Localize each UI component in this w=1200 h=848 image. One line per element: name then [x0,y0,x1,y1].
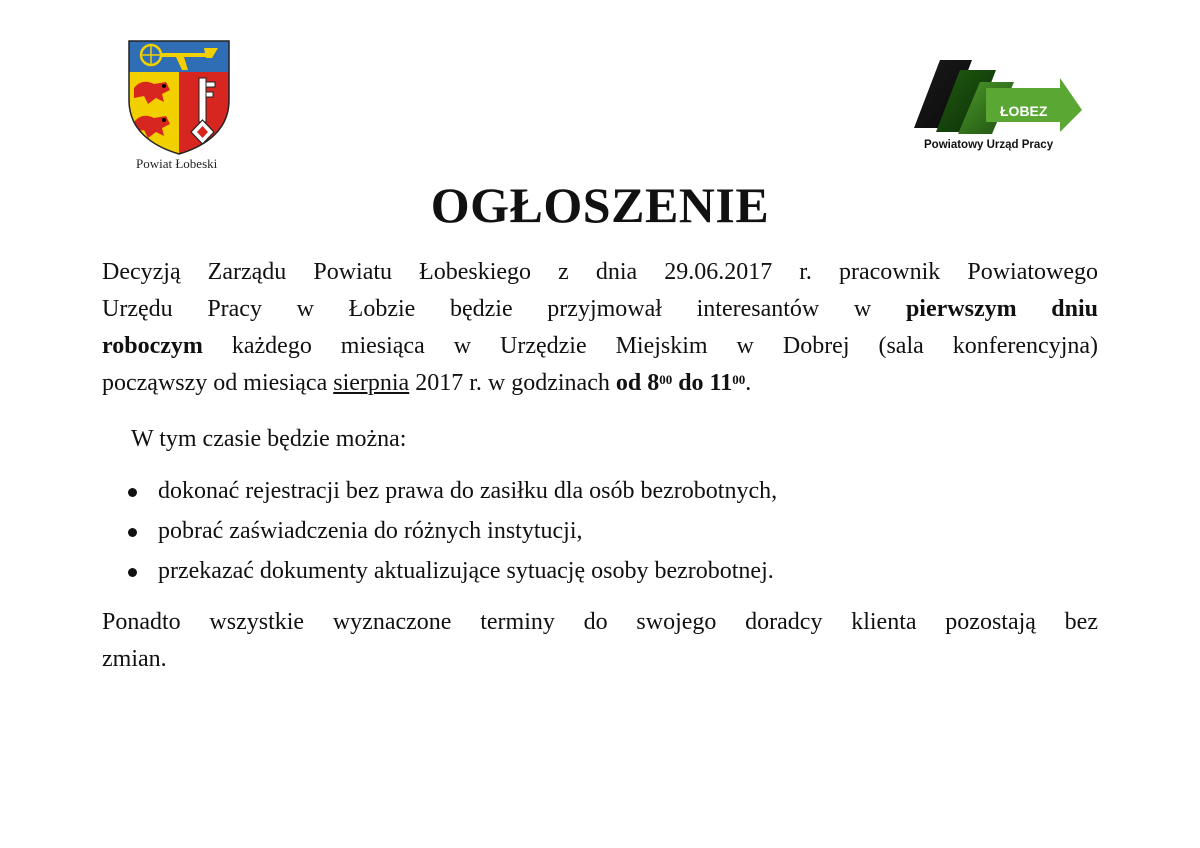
paragraph-line: zmian. [102,646,167,672]
list-item-text: pobrać zaświadczenia do różnych instytucji, [158,518,583,544]
crest-caption: Powiat Łobeski [136,156,218,171]
time-to-hour: do 11 [678,370,733,396]
text-run: . [745,370,752,396]
bullet-icon [128,488,137,497]
bullet-icon [128,528,137,537]
bullet-icon [128,568,137,577]
time-from-hour: od 8 [615,370,660,396]
paragraph-closing [102,604,1098,678]
pup-logo [910,58,1090,158]
list-item-text: przekazać dokumenty aktualizujące sytuację osoby bezrobotnej. [158,558,774,584]
coat-of-arms-icon [126,38,232,156]
paragraph-intro: W tym czasie będzie można: [131,426,407,452]
time-to-minutes: 00 [732,372,746,387]
paragraph-line [102,291,1098,328]
powiat-crest [124,38,234,171]
bold-text: roboczym [102,333,203,359]
text-run: począwszy od miesiąca [102,370,328,396]
bold-text: pierwszym dniu [905,296,1098,322]
time-from [616,370,672,396]
text-run: Urzędu Pracy w Łobzie będzie przyjmował interesantów w [102,296,872,322]
text-run: 2017 r. w godzinach [415,370,610,396]
list-item [124,473,777,513]
paragraph-line: Decyzją Zarządu Powiatu Łobeskiego z dnia 29.06.2017 r. pracownik Powiatowego [102,259,1098,285]
page-title: OGŁOSZENIE [430,177,770,233]
paragraph-line: Ponadto wszystkie wyznaczone terminy do swojego doradcy klienta pozostają bez [102,609,1098,635]
underlined-month: sierpnia [333,370,410,396]
paragraph-decision [102,254,1098,402]
pup-badge-text: ŁOBEZ [1000,103,1048,119]
list-item [124,513,777,553]
bullet-list [124,473,777,593]
list-item-text: dokonać rejestracji bez prawa do zasiłku dla osób bezrobotnych, [158,478,778,504]
paragraph-line [102,365,1098,402]
time-from-minutes: 00 [659,372,673,387]
time-to [678,370,745,396]
paragraph-line [102,328,1098,365]
text-run: każdego miesiąca w Urzędzie Miejskim w Dobrej (sala konferencyjna) [231,333,1099,359]
list-item [124,553,777,593]
pup-caption: Powiatowy Urząd Pracy [924,139,1054,151]
pup-arrows-icon [910,58,1090,138]
